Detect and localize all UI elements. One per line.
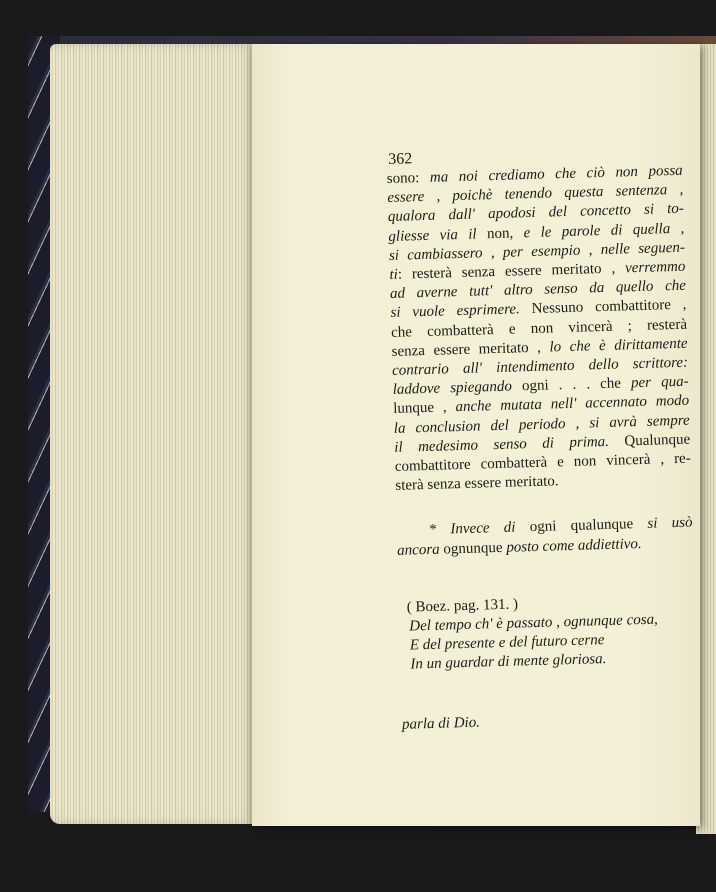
- body-text-run: e le parole di quella ,: [523, 220, 685, 241]
- body-text-run: per qua-: [630, 373, 689, 392]
- body-text-run: lo che è dirittamente: [549, 335, 688, 356]
- body-text-run: Qualunque: [624, 431, 691, 450]
- body-text-run: lunque ,: [393, 399, 456, 418]
- page-stack-edges: [50, 44, 255, 824]
- body-text-run: si cambiassero ,: [388, 244, 504, 264]
- body-text-run: essere , poichè tenendo questa sentenza ,: [387, 181, 684, 207]
- body-text-run: ,: [580, 241, 601, 259]
- quotation-source: ( Boez. pag. 131. ): [406, 596, 519, 616]
- body-text-run: sono:: [386, 169, 431, 187]
- body-text-run: sterà senza essere meritato.: [395, 473, 559, 495]
- body-paragraph: [387, 162, 692, 497]
- body-text-run: laddove spiegando: [392, 378, 523, 399]
- quotation-verses: [399, 610, 696, 676]
- verse-text-run: Del tempo ch' è passato ,: [409, 614, 564, 635]
- body-text-run: gliesse via il: [388, 225, 488, 245]
- footnote-text-run: * Invece di: [428, 519, 530, 539]
- body-text-run: ogni . . . che: [521, 375, 632, 395]
- verse-text-run: In un guardar di mente gloriosa.: [410, 651, 607, 673]
- body-text-run: si vuole esprimere.: [390, 301, 532, 322]
- body-text-run: ad averne tutt' altro senso da quello che: [389, 277, 687, 303]
- body-text-run: ma noi crediamo che ciò non possa: [429, 162, 683, 186]
- body-text-run: senza essere meritato ,: [391, 339, 550, 360]
- body-text-run: combattitore combatterà e non vincerà , re-: [394, 450, 691, 475]
- body-text-run: anche mutata nell' accennato modo: [455, 393, 690, 416]
- body-text-run: contrario all' intendimento dello scrittore:: [391, 354, 689, 379]
- page-number: 362: [388, 150, 413, 168]
- body-text-run: Nessuno combattitore ,: [531, 297, 687, 318]
- verse-text-run: cosa,: [626, 611, 659, 629]
- quotation-block: [399, 590, 697, 675]
- footnote-text-run: ancora: [396, 541, 444, 559]
- body-text-run: la conclusion del periodo , si avrà sempre: [393, 412, 690, 437]
- footnote-text-run: ogni qualunque: [529, 516, 648, 536]
- body-text-run: verremmo: [624, 258, 686, 277]
- footnote-text-run: si usò: [647, 515, 693, 533]
- closing-line: parla di Dio.: [401, 714, 481, 733]
- verse-text-run: ognunque: [563, 612, 627, 631]
- body-text-run: qualora dall' apodosi del concetto si to-: [387, 201, 684, 226]
- body-text-run: per esempio: [502, 242, 581, 261]
- footnote-text-run: ognunque: [443, 539, 507, 558]
- footnote-text-run: posto come addiettivo.: [506, 535, 642, 556]
- verse-text-run: E del presente e del futuro cerne: [409, 632, 605, 654]
- body-text-run: ti: [389, 266, 399, 283]
- body-text-run: che combatterà e non vincerà ; resterà: [390, 316, 688, 341]
- footnote: [396, 514, 693, 561]
- page-text-block: [386, 142, 698, 735]
- body-text-run: non: [486, 225, 510, 242]
- body-text-run: : resterà senza essere meritato ,: [397, 260, 626, 283]
- body-text-run: ,: [509, 224, 524, 242]
- body-text-run: nelle seguen-: [600, 239, 686, 258]
- body-text-run: il medesimo senso di prima.: [394, 433, 625, 456]
